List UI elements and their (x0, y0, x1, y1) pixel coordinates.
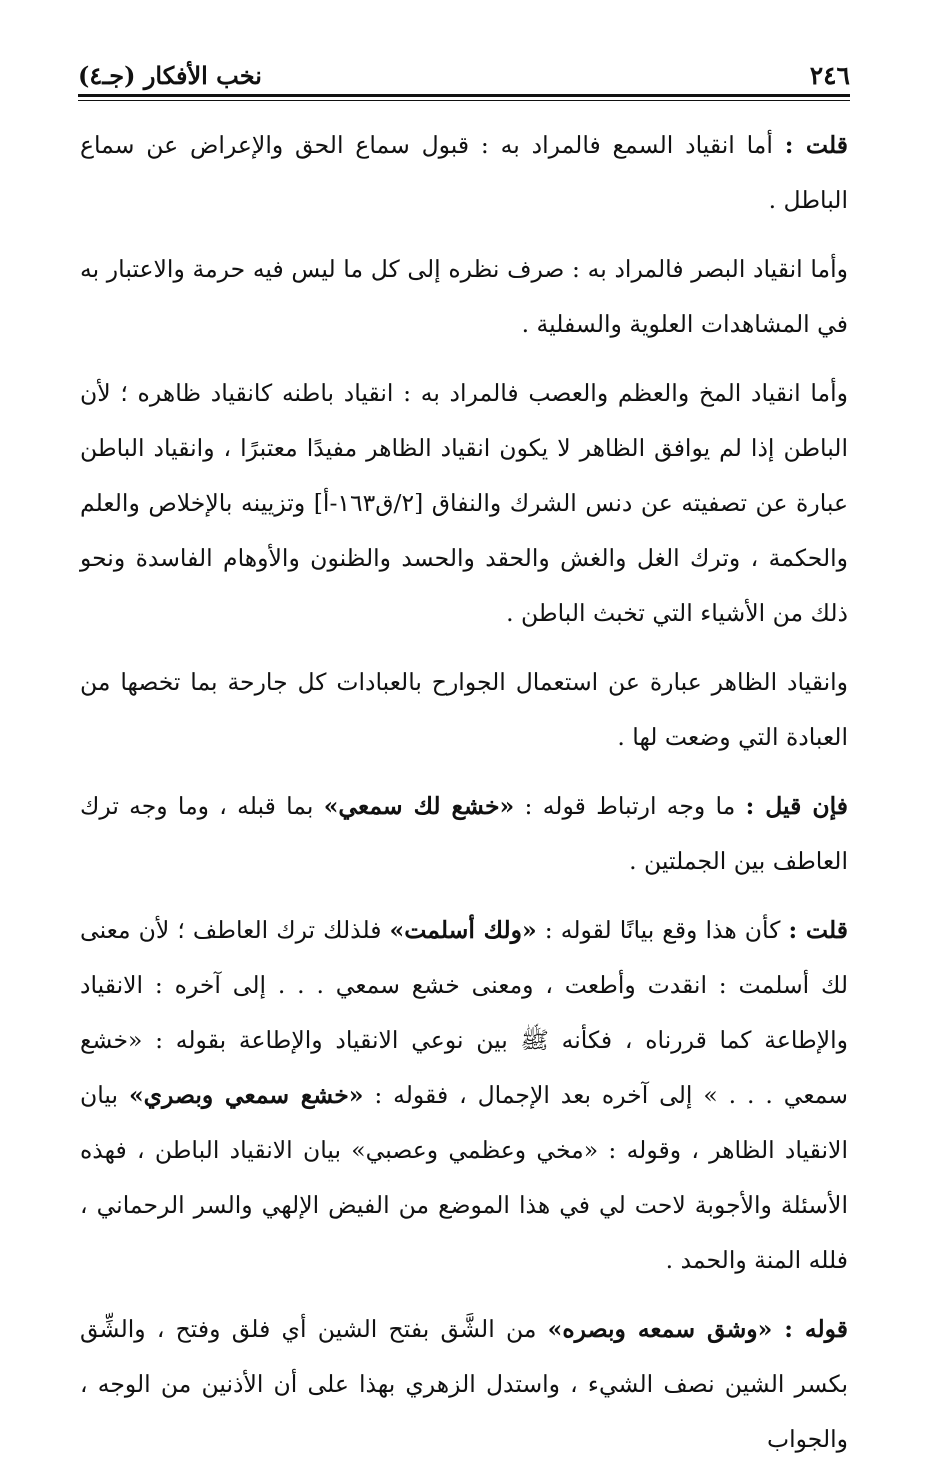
header-rule-thin (78, 100, 850, 101)
paragraph (80, 242, 848, 352)
paragraph-text: وانقياد الظاهر عبارة عن استعمال الجوارح بالعبادات كل جارحة بما تخصها من العبادة التي وضعت لها . (80, 668, 848, 751)
paragraph (80, 655, 848, 765)
paragraph-text: كأن هذا وقع بيانًا لقوله : (536, 916, 789, 944)
hadith-quote: «خشع سمعي وبصري» (128, 1081, 364, 1109)
paragraph (80, 366, 848, 641)
paragraph (80, 118, 848, 228)
hadith-quote: «خشع لك سمعي» (323, 792, 515, 820)
main-text (80, 118, 848, 1481)
paragraph-text: ما وجه ارتباط قوله : (514, 792, 746, 820)
paragraph (80, 1302, 848, 1467)
book-title: نخب الأفكار (جـ٤) (78, 61, 262, 90)
hadith-quote: «ولك أسلمت» (389, 916, 537, 944)
paragraph-text: من الشَّق بفتح الشين أي فلق وفتح ، والشِّق بكسر الشين نصف الشيء ، واستدل الزهري بهذا على أن الأذنين من الوجه ، والجواب (80, 1315, 848, 1453)
lead-term: فإن قيل : (745, 792, 849, 820)
paragraph-text: بما قبله ، وما وجه ترك العاطف بين الجملتين . (80, 792, 848, 875)
paragraph-text: أما انقياد السمع فالمراد به : قبول سماع الحق والإعراض عن سماع الباطل . (80, 131, 848, 214)
paragraph (80, 779, 848, 889)
paragraph-text: وأما انقياد المخ والعظم والعصب فالمراد به : انقياد باطنه كانقياد ظاهره ؛ لأن الباطن إذا لم يوافق الظاهر لا يكون انقياد الظاهر مفيدًا معتبرًا ، وانقياد الباطن عبارة عن تصفيته عن دنس الشرك والنفاق [٢/ق١٦٣-أ] وتزيينه بالإخلاص والعلم والحكمة ، وترك الغل والغش والحقد والحسد والظنون والأوهام الفاسدة ونحو ذلك من الأشياء التي تخبث الباطن . (80, 379, 848, 627)
paragraph-text: بيان الانقياد الظاهر ، وقوله : «مخي وعظمي وعصبي» بيان الانقياد الباطن ، فهذه الأسئلة والأجوبة لاحت لي في هذا الموضع من الفيض الإلهي والسر الرحماني ، فلله المنة والحمد . (80, 1081, 848, 1274)
paragraph-text: فلذلك ترك العاطف ؛ لأن معنى لك أسلمت : انقدت وأطعت ، ومعنى خشع سمعي . . . إلى آخره : الانقياد والإطاعة كما قررناه ، فكأنه ﷺ بين نوعي الانقياد والإطاعة بقوله : «خشع سمعي . . . » إلى آخره بعد الإجمال ، فقوله : (80, 916, 848, 1109)
lead-term: قلت : (784, 131, 848, 159)
header-rule-thick (78, 94, 850, 97)
lead-term: قلت : (788, 916, 849, 944)
page-header (78, 50, 850, 90)
paragraph (80, 903, 848, 1288)
paragraph-text: وأما انقياد البصر فالمراد به : صرف نظره إلى كل ما ليس فيه حرمة والاعتبار به في المشاهدات العلوية والسفلية . (80, 255, 848, 338)
page-number: ٢٤٦ (809, 61, 850, 90)
lead-term: قوله : (784, 1315, 848, 1343)
hadith-quote: «وشق سمعه وبصره» (547, 1315, 785, 1343)
